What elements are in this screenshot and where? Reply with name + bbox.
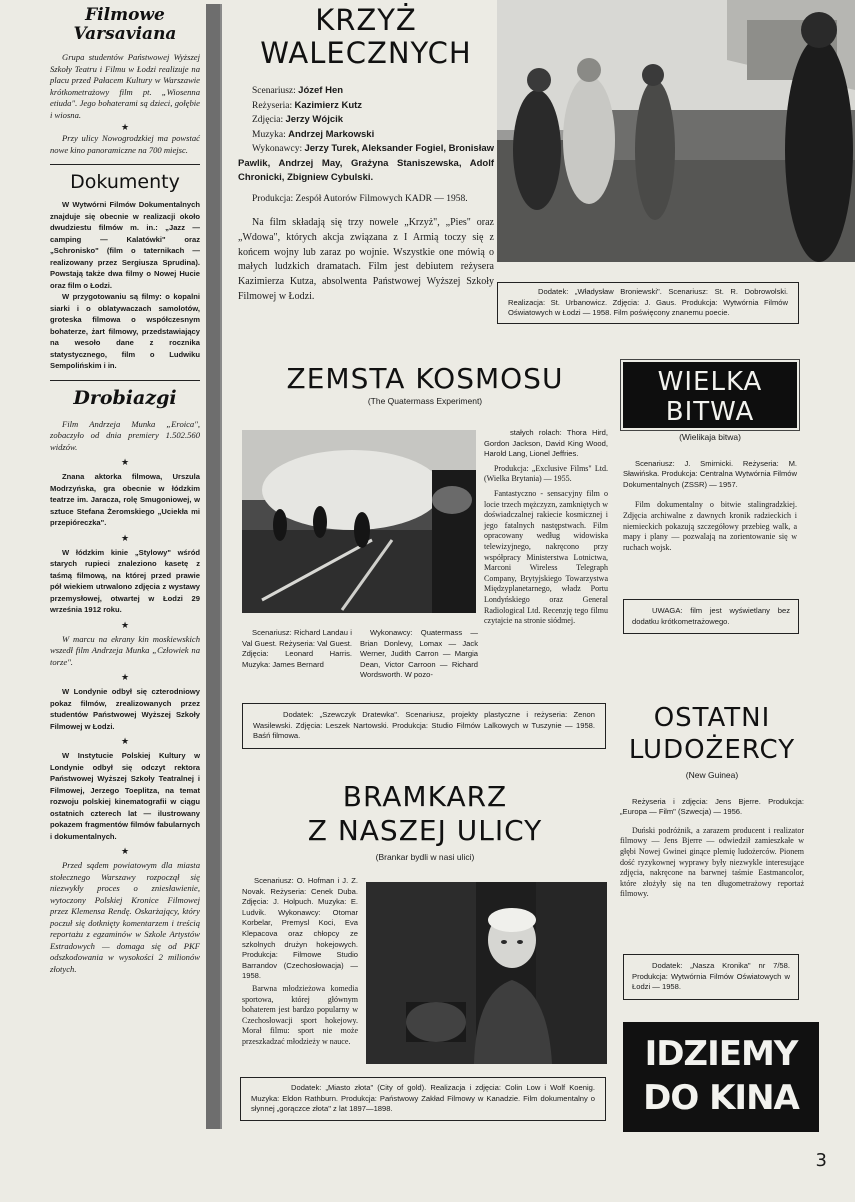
section-divider: [50, 164, 200, 165]
zemsta-credits-right: [360, 628, 478, 681]
krzyz-article: [238, 4, 494, 305]
zemsta-credits-left-text: Scenariusz: Richard Landau i Val Guest. Reżyseria: Val Guest. Zdjęcia: Leonard Harris. Muzyka: James Bernard: [242, 628, 352, 669]
ostatni-subtitle: (New Guinea): [685, 770, 739, 780]
filmowe-paragraph: Grupa studentów Państwowej Wyższej Szkoły Teatru i Filmu w Łodzi realizuje na placu przed Pałacem Kultury w Warszawie krótkometrażowy film pt. „Wiosenna etiuda". Jego bohaterami są dzieci, gołębie i wiosna.: [50, 52, 200, 120]
idziemy-do-kina-logo: [623, 1022, 819, 1132]
zemsta-still-photo: [242, 430, 476, 613]
bramkarz-still-photo: [366, 882, 607, 1064]
column-separator-bar: [206, 4, 220, 1129]
zemsta-credits-left: [242, 628, 352, 670]
wielka-title-line-1: WIELKA: [657, 367, 763, 397]
idziemy-line-2: DO KINA: [643, 1078, 799, 1118]
filmowe-varsaviana-title: Filmowe Varsaviana: [73, 5, 177, 44]
ostatni-dodatek-text: Dodatek: „Nasza Kronika" nr 7/58. Produkcja: Wytwórnia Filmów Oświatowych w Łodzi — 1958.: [632, 961, 790, 992]
credit-label: Reżyseria:: [252, 100, 293, 111]
credit-label: Scenariusz:: [252, 86, 296, 96]
star-separator: ★: [120, 846, 130, 856]
ostatni-article: [620, 702, 804, 900]
credit-value: Józef Hen: [298, 85, 344, 96]
bramkarz-text: [242, 876, 358, 1048]
zemsta-credits-right-text: Wykonawcy: Quatermass — Brian Donlevy, Lomax — Jack Werner, Judith Carron — Margia Dean, Victor Carroon — Richard Wordsworth. W pozo-: [360, 628, 478, 680]
star-separator: ★: [120, 532, 130, 543]
krzyz-production: Produkcja: Zespół Autorów Filmowych KADR — 1958.: [252, 193, 468, 204]
krzyz-dodatek-text: Dodatek: „Władysław Broniewski". Scenariusz: St. R. Dobrowolski. Realizacja: St. Urbanowicz. Zdjęcia: J. Gaus. Produkcja: Wytwórnia Filmów Oświatowych w Łodzi — 1958. Film poświęcony znanemu poecie.: [508, 287, 788, 318]
idziemy-line-1: IDZIEMY: [644, 1034, 798, 1074]
column-separator-line: [220, 4, 222, 1129]
drobiazgi-title: Drobiazgi: [73, 386, 177, 409]
drobiazgi-paragraph: W łódzkim kinie „Stylowy" wśród starych rupieci znaleziono kasetę z taśmą filmową, na której przed prawie pół wiekiem utrwalono zdjęcia z wystawy przemysłowej, otwartej w Łodzi 29 września 1912 roku.: [50, 547, 200, 614]
wielka-title-box: [623, 362, 797, 428]
bramkarz-title-line-1: BRAMKARZ: [342, 780, 508, 813]
star-separator: ★: [120, 672, 130, 682]
star-separator: ★: [120, 122, 130, 132]
ostatni-credits: Reżyseria i zdjęcia: Jens Bjerre. Produkcja: „Europa — Film" (Szwecja) — 1956.: [620, 796, 804, 817]
krzyz-still-photo: [497, 0, 855, 262]
ostatni-title-line-2: LUDOŻERCY: [628, 735, 796, 765]
wielka-body: Film dokumentalny o bitwie stalingradzkiej. Zdjęcia archiwalne z dawnych kronik radzieckich i niemieckich pokazują szczegółowy przebieg walk, a mapy i plany — pozwalają na zorientowanie się w ruchach wojsk.: [623, 500, 797, 552]
star-separator: ★: [120, 619, 130, 630]
zemsta-body: Fantastyczno - sensacyjny film o locie trzech mężczyzn, zamkniętych w doświadczalnej rakiecie kosmicznej i jego fatalnych następstwach. Film opracowany według widowiska telewizyjnego, nakręcono przy współpracy Ministerstwa Lotnictwa, Marconi Wireless Telegraph Company, Brytyjskiego Towarzystwa Międzyplanetarnego, władz Portu Londyńskiego oraz General Radiological Ltd. Recenzję tego filmu czytajcie na stronie siódmej.: [484, 488, 608, 626]
bramkarz-header: [240, 780, 610, 863]
drobiazgi-paragraph: W marcu na ekrany kin moskiewskich wszedł film Andrzeja Munka „Człowiek na torze".: [50, 633, 200, 667]
dokumenty-paragraph: W Wytwórni Filmów Dokumentalnych znajduje się obecnie w realizacji około dwudziestu filmów m. in.: „Jazz — camping — Kalatówki" oraz „Schronisko" (film o taternikach — realizowany przez Sergiusza Sprudina). Powstają także dwa filmy o Nowej Hucie oraz film o Łodzi.: [50, 200, 200, 290]
zemsta-dodatek-box: [242, 703, 606, 749]
bramkarz-title-line-2: Z NASZEJ ULICY: [307, 814, 543, 847]
zemsta-title: ZEMSTA KOSMOSU: [286, 362, 564, 395]
krzyz-cast: Wykonawcy: Jerzy Turek, Aleksander Fogiel, Bronisław Pawlik, Andrzej May, Grażyna Staniszewska, Adolf Chronicki, Zbigniew Cybulski.: [238, 143, 495, 183]
filmowe-paragraph: Przy ulicy Nowogrodzkiej ma powstać nowe kino panoramiczne na 700 miejsc.: [50, 133, 200, 155]
bramkarz-credits: Scenariusz: O. Hofman i J. Z. Novak. Reżyseria: Cenek Duba. Zdjęcia: J. Holpuch. Muzyka: E. Ludvik. Wykonawcy: Otomar Korbelar, Premysl Koci, Eva Klepacova oraz chłopcy ze szkolnych drużyn hokejowych. Produkcja: Filmowe Studio Barrandov (Czechosłowacja) — 1958.: [242, 876, 358, 981]
dokumenty-paragraph: W przygotowaniu są filmy: o kopalni siarki i o oblatywaczach samolotów, groteska filmowa o współczesnym bohaterze, żart filmowy, przedstawiający na wesoło dane z rocznika statystycznego, film o Ludwiku Sempolińskim i in.: [50, 292, 200, 370]
krzyz-title-line-1: KRZYŻ: [315, 3, 417, 37]
zemsta-header: [240, 362, 610, 407]
credit-label: Zdjęcia:: [252, 115, 284, 125]
krzyz-dodatek-box: [497, 282, 799, 324]
page-number: 3: [815, 1150, 827, 1171]
zemsta-subtitle: (The Quatermass Experiment): [367, 396, 483, 406]
wielka-credits: Scenariusz: J. Smirnicki. Reżyseria: M. Sławińska. Produkcja: Centralna Wytwórnia Filmów Dokumentalnych (ZSSR) — 1957.: [623, 458, 797, 489]
drobiazgi-paragraph: Przed sądem powiatowym dla miasta stołecznego Warszawy rozpoczął się niezwykły proces o zniesławienie, wytoczony Polskiej Kronice Filmowej przez Klemensa Rendę. Oskarżający, który poczuł się dotknięty komentarzem i treścią reportażu z egzaminów w Szkole Artystów Estradowych — domaga się od PKF odszkodowania w wysokości 2 milionów złotych.: [50, 860, 200, 974]
zemsta-right-text: [484, 428, 608, 627]
krzyz-body: Na film składają się trzy nowele „Krzyż", „Pies" oraz „Wdowa", których akcja związana z I Armią toczy się z końcem wojny lub zaraz po wojnie. Wszystkie one mówią o małych ludzkich dramatach. Film jest debiutem reżysera Kazimierza Kutza, absolwenta Państwowej Wyższej Szkoły Filmowej w Łodzi.: [238, 217, 494, 302]
ostatni-dodatek-box: [623, 954, 799, 1000]
bramkarz-subtitle: (Brankar bydli w nasi ulici): [375, 852, 475, 862]
bramkarz-dodatek-box: [240, 1077, 606, 1121]
wielka-title-line-2: BITWA: [665, 397, 755, 427]
drobiazgi-paragraph: Znana aktorka filmowa, Urszula Modrzyńska, gra obecnie w łódzkim teatrze im. Jaracza, rolę Smugoniowej, w sztuce Stefana Żeromskiego „Uciekła mi przepióreczka".: [50, 472, 200, 527]
bramkarz-dodatek-text: Dodatek: „Miasto złota" (City of gold). Realizacja i zdjęcia: Colin Low i Wolf Koenig. Muzyka: Eldon Rathburn. Produkcja: Państwowy Zakład Filmowy w Kanadzie. Film dokumentalny o słynnej „gorączce złota" z lat 1897—1898.: [251, 1083, 595, 1114]
ostatni-title-line-1: OSTATNI: [653, 703, 771, 733]
wielka-article: [623, 432, 797, 553]
credit-value: Andrzej Markowski: [288, 128, 375, 140]
ostatni-body: Duński podróżnik, a zarazem producent i realizator filmowy — Jens Bjerre — odwiedził zamieszkałe w głębi Nowej Gwinei ginące plemię ludożerców. Pionem dość ryzykownej wyprawy były niezwykle interesujące zdjęcia, nakręcone na barwnej taśmie Eastmancolor, które złożyły się na ten długometrażowy reportaż filmowy.: [620, 825, 804, 899]
section-divider: [50, 380, 200, 381]
wielka-uwaga-text: UWAGA: film jest wyświetlany bez dodatku krótkometrażowego.: [632, 606, 790, 626]
dokumenty-title: Dokumenty: [70, 171, 180, 193]
star-separator: ★: [120, 457, 130, 467]
left-news-column: [50, 4, 200, 1129]
wielka-uwaga-box: [623, 599, 799, 634]
krzyz-title-line-2: WALECZNYCH: [260, 36, 472, 70]
credit-label: Muzyka:: [252, 129, 286, 140]
bramkarz-body: Barwna młodzieżowa komedia sportowa, której głównym bohaterem jest bardzo popularny w Czechosłowacji sport hokejowy. Morał filmu: sport nie może przeszkadzać młodzieży w nauce.: [242, 983, 358, 1046]
credit-value: Jerzy Wójcik: [285, 114, 344, 125]
krzyz-credits: [238, 84, 494, 142]
zemsta-production: Produkcja: „Exclusive Films" Ltd. (Wielka Brytania) — 1955.: [484, 463, 608, 484]
drobiazgi-paragraph: Film Andrzeja Munka „Eroica", zobaczyło od dnia premiery 1.502.560 widzów.: [50, 418, 200, 452]
drobiazgi-paragraph: W Londynie odbył się czterodniowy pokaz filmów, zrealizowanych przez studentów Państwowej Wyższej Szkoły Filmowej w Łodzi.: [50, 687, 200, 731]
drobiazgi-paragraph: W Instytucie Polskiej Kultury w Londynie odbył się odczyt rektora Państwowej Wyższej Szkoły Teatralnej i Filmowej, Jerzego Toeplitza, na temat rozwoju polskiej kinematografii w ciągu ostatnich czterech lat — ilustrowany pokazem fragmentów filmów fabularnych i dokumentalnych.: [50, 751, 200, 841]
star-separator: ★: [120, 736, 130, 746]
zemsta-cast-cont: stałych rolach: Thora Hird, Gordon Jackson, David King Wood, Harold Lang, Lionel Jeffries.: [484, 428, 608, 459]
credit-value: Kazimierz Kutz: [294, 99, 363, 111]
wielka-subtitle: (Wielikaja bitwa): [679, 432, 741, 442]
zemsta-dodatek-text: Dodatek: „Szewczyk Dratewka". Scenariusz, projekty plastyczne i reżyseria: Zenon Wasilewski. Zdjęcia: Leszek Nartowski. Produkcja: Studio Filmów Lalkowych w Tuszynie — 1958. Baśń filmowa.: [253, 710, 595, 741]
